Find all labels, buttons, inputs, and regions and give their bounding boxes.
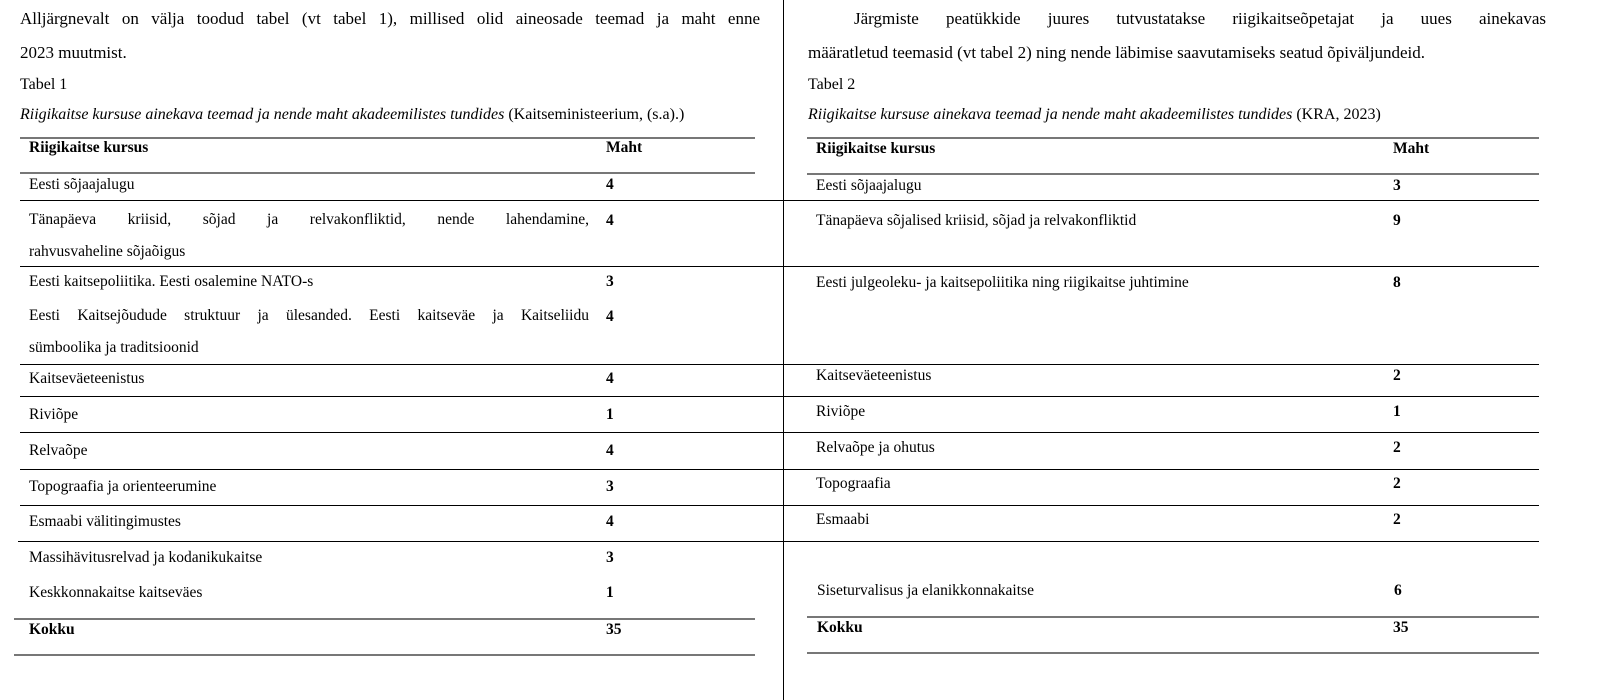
row-course: Eesti sõjaajalugu <box>816 177 922 194</box>
row-course-line: Eesti Kaitsejõudude struktuur ja ülesanded. Eesti kaitseväe ja Kaitseliidu <box>29 307 589 324</box>
right-page <box>784 0 1604 700</box>
row-volume: 6 <box>1394 582 1402 599</box>
row-volume: 9 <box>1393 212 1401 229</box>
row-volume: 8 <box>1393 274 1401 291</box>
row-volume: 4 <box>606 176 614 193</box>
row-volume: 2 <box>1393 439 1401 456</box>
row-course: Massihävitusrelvad ja kodanikukaitse <box>29 549 263 566</box>
row-border <box>20 432 783 433</box>
paragraph-line: Järgmiste peatükkide juures tutvustatakse riigikaitseõpetajat ja uues ainekavas <box>854 9 1546 28</box>
total-volume: 35 <box>1393 619 1409 636</box>
row-border <box>784 396 1539 397</box>
row-course: Relvaõpe ja ohutus <box>816 439 935 456</box>
row-course-line: sümboolika ja traditsioonid <box>29 339 199 356</box>
row-course: Kaitseväeteenistus <box>29 370 145 387</box>
paragraph-line: määratletud teemasid (vt tabel 2) ning nende läbimise saavutamiseks seatud õpiväljundeid. <box>808 43 1426 62</box>
paragraph-line: 2023 muutmist. <box>20 43 127 62</box>
row-border <box>20 469 783 470</box>
row-volume: 3 <box>1393 177 1401 194</box>
row-course: Keskkonnakaitse kaitseväes <box>29 584 203 601</box>
row-volume: 3 <box>606 549 614 566</box>
row-border <box>784 200 1539 201</box>
row-volume: 1 <box>606 406 614 423</box>
row-volume: 4 <box>606 370 614 387</box>
header-volume: Maht <box>1393 140 1430 157</box>
row-course: Topograafia ja orienteerumine <box>29 478 217 495</box>
row-volume: 3 <box>606 273 614 290</box>
row-course: Esmaabi välitingimustes <box>29 513 181 530</box>
row-course: Riviõpe <box>816 403 866 420</box>
caption-source: (KRA, 2023) <box>1292 106 1381 123</box>
row-course: Riviõpe <box>29 406 79 423</box>
caption-title: Riigikaitse kursuse ainekava teemad ja nende maht akadeemilistes tundides <box>808 106 1293 123</box>
table-rule <box>807 652 1539 654</box>
row-volume: 4 <box>606 308 614 325</box>
table-rule <box>807 173 1539 175</box>
table-rule <box>14 654 755 656</box>
table-rule <box>14 618 755 620</box>
row-volume: 1 <box>1393 403 1401 420</box>
row-volume: 4 <box>606 513 614 530</box>
row-volume: 4 <box>606 212 614 229</box>
caption-source: (Kaitseministeerium, (s.a).) <box>504 106 685 123</box>
row-border <box>20 266 783 267</box>
header-course: Riigikaitse kursus <box>29 139 149 156</box>
row-border <box>784 364 1539 365</box>
row-volume: 2 <box>1393 475 1401 492</box>
row-course <box>29 300 589 364</box>
total-label: Kokku <box>29 621 75 638</box>
row-border <box>784 432 1539 433</box>
row-border <box>18 541 783 542</box>
total-volume: 35 <box>606 621 622 638</box>
row-border <box>784 266 1539 267</box>
table-caption <box>808 106 1381 124</box>
row-border <box>20 200 783 201</box>
row-course-line: Tänapäeva kriisid, sõjad ja relvakonfliktid, nende lahendamine, <box>29 211 589 228</box>
row-course <box>29 204 589 268</box>
table-rule <box>20 172 755 174</box>
row-course: Eesti sõjaajalugu <box>29 176 135 193</box>
row-course-line: rahvusvaheline sõjaõigus <box>29 243 186 260</box>
row-volume: 2 <box>1393 367 1401 384</box>
row-volume: 3 <box>606 478 614 495</box>
row-course: Kaitseväeteenistus <box>816 367 932 384</box>
row-border <box>784 541 1539 542</box>
row-border <box>20 505 783 506</box>
header-volume: Maht <box>606 139 643 156</box>
intro-paragraph <box>808 2 1546 70</box>
table-caption <box>20 106 684 124</box>
caption-title: Riigikaitse kursuse ainekava teemad ja nende maht akadeemilistes tundides <box>20 106 505 123</box>
table-label: Tabel 1 <box>20 76 68 93</box>
row-course: Eesti kaitsepoliitika. Eesti osalemine NATO-s <box>29 273 314 290</box>
total-label: Kokku <box>817 619 863 636</box>
intro-paragraph <box>20 2 760 70</box>
row-volume: 2 <box>1393 511 1401 528</box>
row-course: Topograafia <box>816 475 891 492</box>
row-border <box>784 469 1539 470</box>
row-border <box>784 505 1539 506</box>
row-volume: 4 <box>606 442 614 459</box>
row-course: Siseturvalisus ja elanikkonnakaitse <box>817 582 1034 599</box>
paragraph-line: Alljärgnevalt on välja toodud tabel (vt tabel 1), millised olid aineosade teemad ja maht enne <box>20 9 760 28</box>
left-page <box>0 0 783 700</box>
row-border <box>20 396 783 397</box>
row-volume: 1 <box>606 584 614 601</box>
row-course: Eesti julgeoleku- ja kaitsepoliitika ning riigikaitse juhtimine <box>816 274 1189 291</box>
row-border <box>20 364 783 365</box>
table-rule <box>807 616 1539 618</box>
table-rule <box>807 137 1539 139</box>
table-label: Tabel 2 <box>808 76 856 93</box>
row-course: Esmaabi <box>816 511 870 528</box>
row-course: Relvaõpe <box>29 442 88 459</box>
row-course: Tänapäeva sõjalised kriisid, sõjad ja relvakonfliktid <box>816 212 1137 229</box>
header-course: Riigikaitse kursus <box>816 140 936 157</box>
